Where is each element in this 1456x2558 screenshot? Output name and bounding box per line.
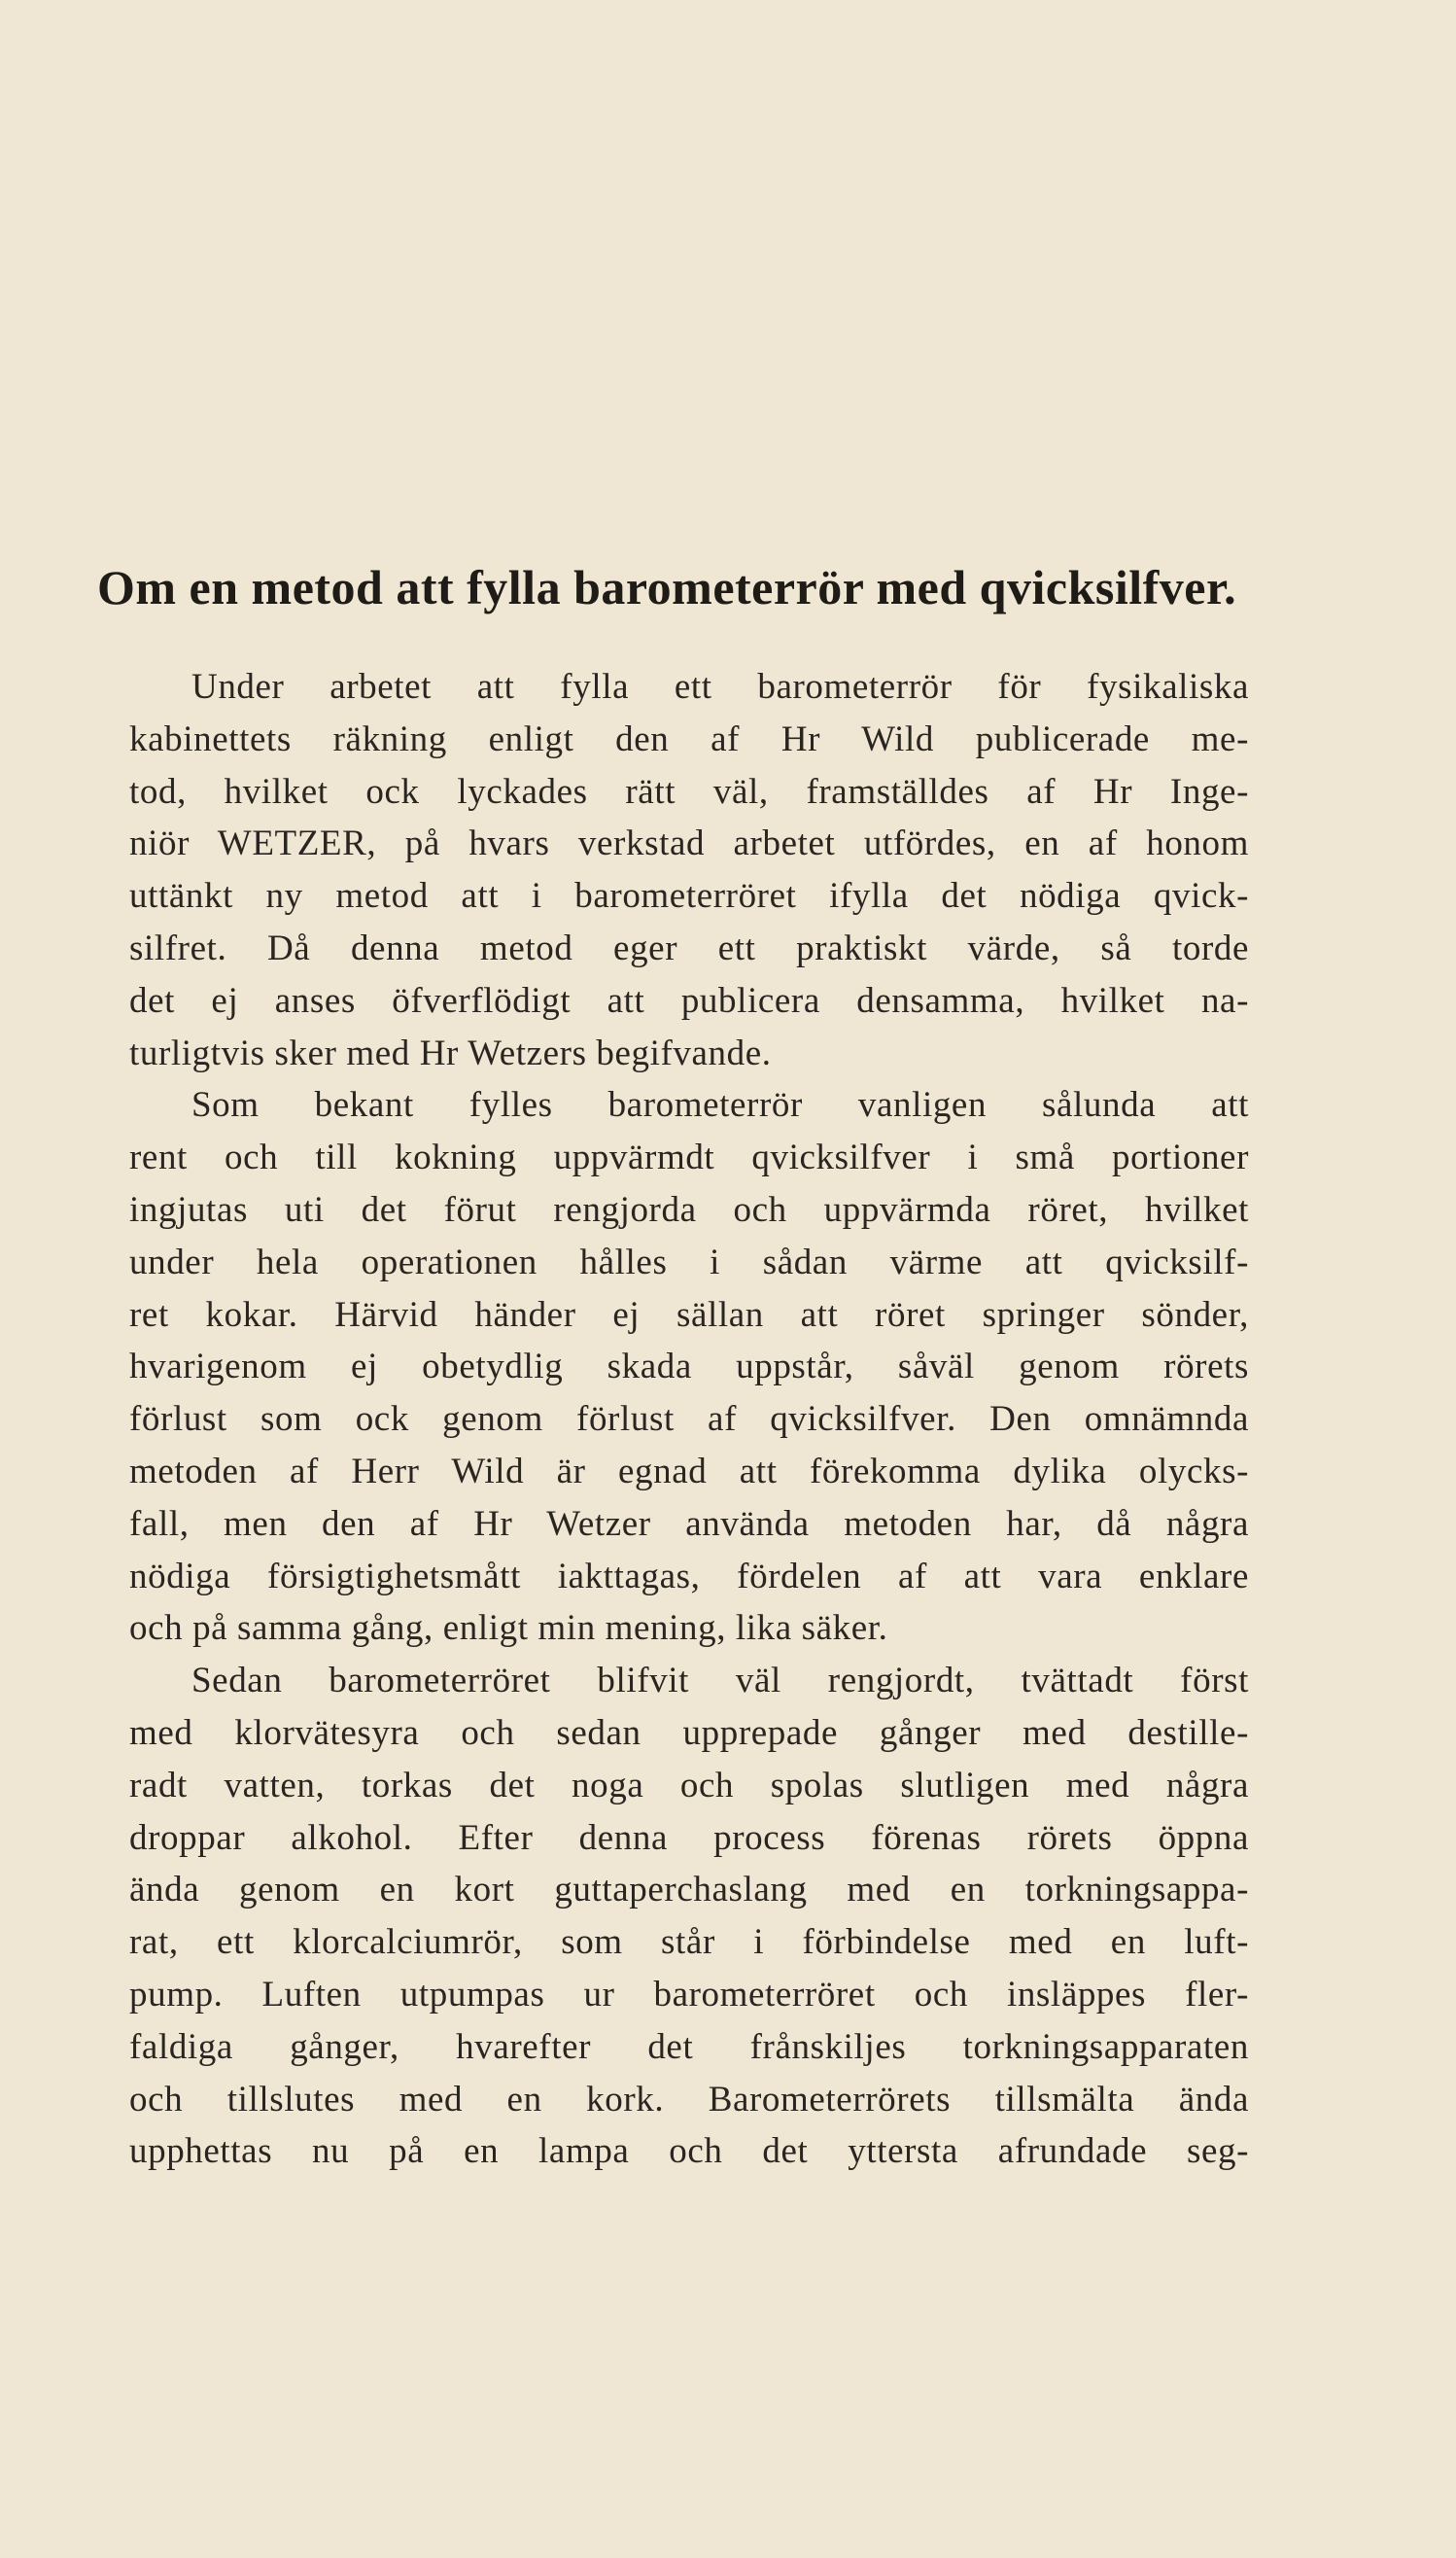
text-line: pump. Luften utpumpas ur barometerröret och insläppes fler-: [129, 1974, 1249, 2015]
article-body: [129, 661, 1249, 2178]
text-line: turligtvis sker med Hr Wetzers begifvande.: [129, 1033, 772, 1073]
article-title: Om en metod att fylla barometerrör med qvicksilfver.: [97, 560, 1237, 614]
text-line: upphettas nu på en lampa och det yttersta afrundade seg-: [129, 2131, 1249, 2172]
text-line: faldiga gånger, hvarefter det frånskiljes torkningsapparaten: [129, 2026, 1249, 2067]
text-line: tod, hvilket ock lyckades rätt väl, framställdes af Hr Inge-: [129, 771, 1249, 812]
text-line: och på samma gång, enligt min mening, lika säker.: [129, 1608, 888, 1649]
text-line: silfret. Då denna metod eger ett praktiskt värde, så torde: [129, 928, 1249, 968]
text-line: kabinettets räkning enligt den af Hr Wild publicerade me-: [129, 718, 1249, 759]
text-line: det ej anses öfverflödigt att publicera densamma, hvilket na-: [129, 980, 1249, 1021]
text-line: ingjutas uti det förut rengjorda och uppvärmda röret, hvilket: [129, 1189, 1249, 1230]
text-line: uttänkt ny metod att i barometerröret ifylla det nödiga qvick-: [129, 876, 1249, 917]
text-line: ända genom en kort guttaperchaslang med en torkningsappa-: [129, 1870, 1249, 1910]
text-line: Under arbetet att fylla ett barometerrör för fysikaliska: [191, 667, 1249, 707]
text-line: under hela operationen hålles i sådan värme att qvicksilf-: [129, 1242, 1249, 1282]
text-line: niör WETZER, på hvars verkstad arbetet utfördes, en af honom: [129, 823, 1249, 864]
text-line: förlust som ock genom förlust af qvicksilfver. Den omnämnda: [129, 1399, 1249, 1440]
text-line: nödiga försigtighetsmått iakttagas, fördelen af att vara enklare: [129, 1556, 1249, 1596]
text-line: ret kokar. Härvid händer ej sällan att röret springer sönder,: [129, 1294, 1249, 1335]
text-line: och tillslutes med en kork. Barometerrörets tillsmälta ända: [129, 2079, 1249, 2120]
text-line: Sedan barometerröret blifvit väl rengjordt, tvättadt först: [191, 1661, 1249, 1701]
text-line: radt vatten, torkas det noga och spolas slutligen med några: [129, 1765, 1249, 1805]
text-line: rat, ett klorcalciumrör, som står i förbindelse med en luft-: [129, 1922, 1249, 1963]
text-line: metoden af Herr Wild är egnad att förekomma dylika olycks-: [129, 1451, 1249, 1491]
text-line: med klorvätesyra och sedan upprepade gånger med destille-: [129, 1712, 1249, 1753]
text-line: Som bekant fylles barometerrör vanligen sålunda att: [191, 1085, 1249, 1126]
text-line: hvarigenom ej obetydlig skada uppstår, såväl genom rörets: [129, 1347, 1249, 1387]
text-line: droppar alkohol. Efter denna process förenas rörets öppna: [129, 1817, 1249, 1858]
text-line: rent och till kokning uppvärmdt qvicksilfver i små portioner: [129, 1138, 1249, 1178]
text-line: fall, men den af Hr Wetzer använda metoden har, då några: [129, 1503, 1249, 1544]
